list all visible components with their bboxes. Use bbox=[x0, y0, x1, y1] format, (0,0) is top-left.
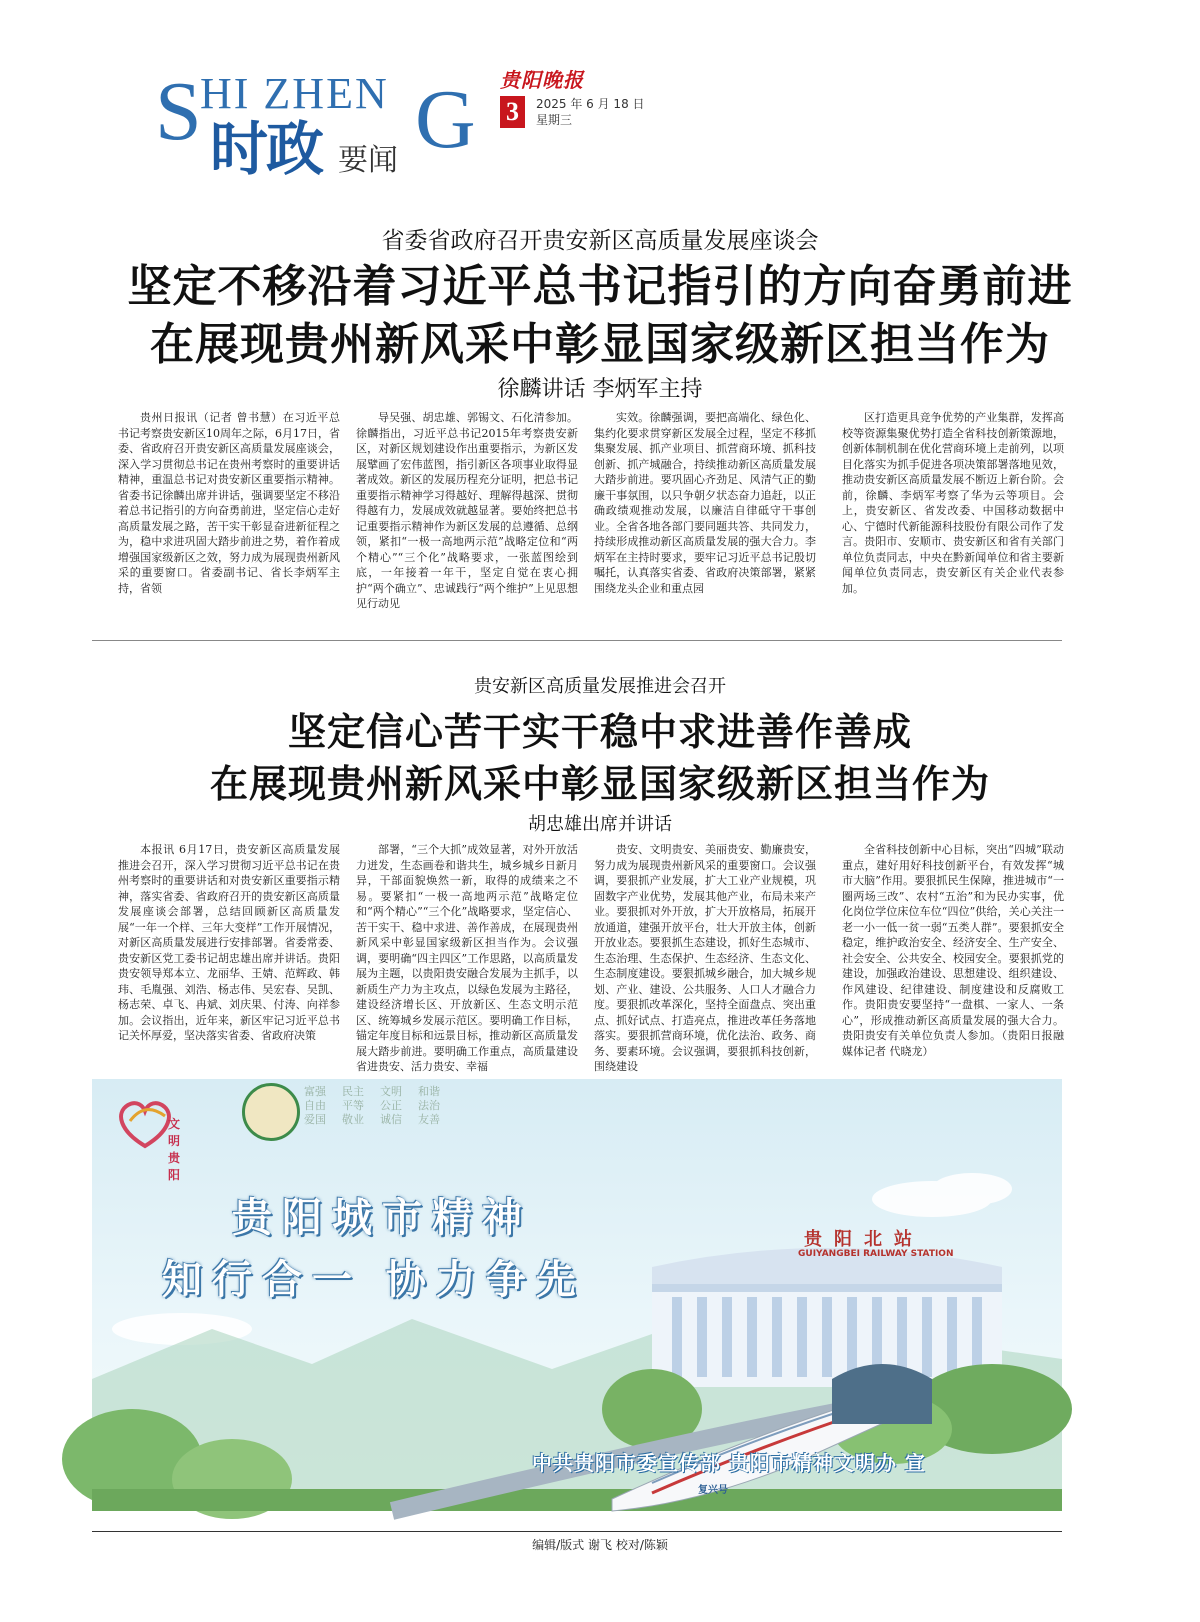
civic-advertisement bbox=[92, 1079, 1062, 1511]
story1-column-4 bbox=[842, 410, 1064, 620]
story1-byline: 徐麟讲话 李炳军主持 bbox=[497, 377, 703, 402]
story1-column-1 bbox=[118, 410, 340, 620]
story1-column-3 bbox=[594, 410, 816, 620]
value-word: 友善 bbox=[418, 1113, 440, 1126]
ad-sponsor-line: 中共贵阳市委宣传部 贵阳市精神文明办 宣 bbox=[532, 1451, 926, 1475]
story1-column-2 bbox=[356, 410, 578, 620]
value-word: 文明 bbox=[380, 1085, 402, 1098]
story2-column-2 bbox=[356, 842, 578, 1073]
date-text: 2025 年 6 月 18 日 bbox=[536, 97, 645, 111]
story1-col1-text: 贵州日报讯（记者 曾书慧）在习近平总书记考察贵安新区10周年之际，6月17日，省委、省政府召开贵安新区高质量发展座谈会，深入学习贯彻总书记在贵州考察时的重要讲话精神，重温总书记对贵安新区重要指示精神。省委书记徐麟出席并讲话，强调要坚定不移沿着总书记指引的方向奋勇前进，坚定信心走好高质量发展之路，苦干实干彰显奋进新征程之为，稳中求进巩固大踏步前进之势，着作着成增强国家级新区之效，努力成为展现贵州新风采的重要窗口。省委副书记、省长李炳军主持，省领 bbox=[118, 411, 340, 595]
story1-headline-line2: 在展现贵州新风采中彰显国家级新区担当作为 bbox=[150, 319, 1050, 370]
value-word: 和谐 bbox=[418, 1085, 440, 1098]
train-label: 复兴号 bbox=[698, 1485, 728, 1496]
logo-text: 文明贵阳 bbox=[168, 1117, 181, 1182]
value-word: 爱国 bbox=[304, 1113, 326, 1126]
value-word: 诚信 bbox=[380, 1113, 402, 1126]
story1-col2-text: 导吴强、胡忠雄、郭锡文、石化清参加。徐麟指出，习近平总书记2015年考察贵安新区，对新区规划建设作出重要指示，为新区发展擘画了宏伟蓝图，指引新区各项事业取得显著成效。新区的发展历程充分证明，把总书记重要指示精神学习得越好、理解得越深、贯彻得越有力，发展成效就越显著。要始终把总书记重要指示精神作为新区发展的总遵循、总纲领，紧扣“一极一高地两示范”战略定位和“两个精心”“三个化”战略要求，一张蓝图绘到底，一年接着一年干，坚定自觉在衷心拥护“两个确立”、忠诚践行“两个维护”上见思想见行动见 bbox=[356, 411, 578, 610]
story2-col3-text: 贵安、文明贵安、美丽贵安、勤廉贵安，努力成为展现贵州新风采的重要窗口。会议强调，要狠抓产业发展，扩大工业产业规模，巩固数字产业优势，发展其他产业，布局未来产业。要狠抓对外开放，扩大开放格局，拓展开放通道，建强开放平台，壮大开放主体，创新开放业态。要狠抓生态建设，抓好生态城市、生态治理、生态保护、生态经济、生态文化、生态制度建设。要狠抓城乡融合，加大城乡规划、产业、建设、公共服务、人口人才融合力度。要狠抓改革深化，坚持全面盘点、突出重点、抓好试点、打造亮点，推进改革任务落地落实。要狠抓营商环境，优化法治、政务、商务、要素环境。会议强调，要狠抓科技创新，围绕建设 bbox=[594, 843, 816, 1073]
story2-col4-text: 全省科技创新中心目标，突出“四城”联动重点，建好用好科技创新平台，有效发挥“城市大脑”作用。要狠抓民生保障，推进城市“一圈两场三改”、农村“五治”和为民办实事，优化岗位学位床位车位“四位”供给，关心关注一老一小一低一贫一弱“五类人群”。要狠抓安全稳定，维护政治安全、经济安全、生产安全、社会安全、公共安全、校园安全。要狠抓党的建设，加强政治建设、思想建设、组织建设、作风建设、纪律建设、制度建设和反腐败工作。贵阳贵安要坚持“一盘棋、一家人、一条心”，形成推动新区高质量发展的强大合力。贵阳贵安有关单位负责人参加。（贵阳日报融媒体记者 代晓龙） bbox=[842, 843, 1064, 1058]
value-word: 公正 bbox=[380, 1099, 402, 1112]
masthead-letter-g: G bbox=[415, 73, 476, 166]
story2-headline bbox=[0, 706, 1200, 810]
story2-col2-text: 部署，“三个大抓”成效显著，对外开放活力迸发，生态画卷和谐共生，城乡城乡日新月异，干部面貌焕然一新，取得的成绩来之不易。要紧扣“一极一高地两示范”战略定位和“两个精心”“三个化”战略要求，坚定信心、苦干实干、稳中求进、善作善成，在展现贵州新风采中彰显国家级新区担当作为。会议强调，要明确“四主四区”工作思路，以高质量发展为主题，以贵阳贵安融合发展为主抓手，以新质生产力为主攻点，以绿色发展为主路径，建设经济增长区、开放新区、生态文明示范区、统筹城乡发展示范区。要明确工作目标，锚定年度目标和远景目标，推动新区高质量发展大踏步前进。要明确工作重点，高质量建设省进贵安、活力贵安、幸福 bbox=[356, 843, 578, 1073]
wenming-logo bbox=[110, 1091, 190, 1182]
story2-headline-line2: 在展现贵州新风采中彰显国家级新区担当作为 bbox=[209, 762, 990, 806]
station-sign: 贵阳北站 bbox=[804, 1229, 924, 1250]
story2-column-4 bbox=[842, 842, 1064, 1062]
story-divider bbox=[92, 640, 1062, 641]
story2-byline: 胡忠雄出席并讲话 bbox=[528, 814, 672, 835]
editor-credits: 编辑/版式 谢飞 校对/陈颖 bbox=[532, 1538, 668, 1552]
story2-column-1 bbox=[118, 842, 340, 1062]
newspaper-logo: 贵阳晚报 bbox=[500, 68, 584, 92]
footer-rule bbox=[92, 1531, 1062, 1532]
section-subtitle: 要闻 bbox=[338, 143, 398, 178]
station-sign-english: GUIYANGBEI RAILWAY STATION bbox=[798, 1249, 954, 1259]
value-word: 民主 bbox=[342, 1085, 364, 1098]
publication-date bbox=[536, 96, 645, 128]
page-number-badge: 3 bbox=[500, 96, 525, 128]
value-word: 敬业 bbox=[342, 1113, 364, 1126]
masthead-latin-text: HI ZHEN bbox=[200, 69, 389, 118]
station-building bbox=[652, 1248, 1002, 1387]
emblem-icon bbox=[242, 1083, 300, 1141]
core-values-grid bbox=[304, 1085, 456, 1127]
masthead-letter-s: S bbox=[155, 65, 202, 158]
section-title: 时政 bbox=[210, 115, 323, 183]
slogan-line1: 贵阳城市精神 bbox=[232, 1195, 532, 1241]
tunnel-portal bbox=[832, 1364, 932, 1424]
story1-headline-line1: 坚定不移沿着习近平总书记指引的方向奋勇前进 bbox=[127, 261, 1073, 312]
story2-headline-line1: 坚定信心苦干实干稳中求进善作善成 bbox=[287, 710, 912, 754]
ad-slogan bbox=[162, 1187, 586, 1311]
slogan-line2: 知行合一 协力争先 bbox=[162, 1257, 586, 1303]
value-word: 法治 bbox=[418, 1099, 440, 1112]
value-word: 富强 bbox=[304, 1085, 326, 1098]
story1-kicker: 省委省政府召开贵安新区高质量发展座谈会 bbox=[381, 228, 819, 254]
weekday-text: 星期三 bbox=[536, 113, 573, 128]
story2-kicker: 贵安新区高质量发展推进会召开 bbox=[474, 676, 726, 697]
story1-col3-text: 实效。徐麟强调，要把高端化、绿色化、集约化要求贯穿新区发展全过程，坚定不移抓集聚发展、抓产业项目、抓营商环境、抓科技创新、抓产城融合，持续推动新区高质量发展大踏步前进。要巩固心齐劲足、风清气正的勤廉干事氛围，以只争朝夕状态奋力追赶，以正确政绩观推动发展，以廉洁自律砥守干事创业。全省各地各部门要同题共答、共同发力，持续形成推动新区高质量发展的强大合力。李炳军在主持时要求，要牢记习近平总书记殷切嘱托，认真落实省委、省政府决策部署，紧紧围绕龙头企业和重点园 bbox=[594, 411, 816, 595]
story1-col4-text: 区打造更具竞争优势的产业集群，发挥高校等资源集聚优势打造全省科技创新策源地，创新体制机制在优化营商环境上走前列，以项目化落实为抓手促进各项决策部署落地见效，推动贵安新区高质量发展不断迈上新台阶。会前，徐麟、李炳军考察了华为云等项目。会上，贵安新区、省发改委、中国移动数据中心、宁德时代新能源科技股份有限公司作了发言。贵阳市、安顺市、贵安新区和省有关部门单位负责同志，中央在黔新闻单位和省主要新闻单位负责同志，贵安新区有关企业代表参加。 bbox=[842, 411, 1064, 595]
value-word: 平等 bbox=[342, 1099, 364, 1112]
story1-headline bbox=[0, 258, 1200, 374]
value-word: 自由 bbox=[304, 1099, 326, 1112]
story2-column-3 bbox=[594, 842, 816, 1073]
story2-col1-text: 本报讯 6月17日，贵安新区高质量发展推进会召开，深入学习贯彻习近平总书记在贵州考察时的重要讲话和对贵安新区重要指示精神，落实省委、省政府召开的贵安新区高质量发展座谈会部署，总结回顾新区高质量发展“一年一个样、三年大变样”工作开展情况，对新区高质量发展进行安排部署。省委常委、贵安新区党工委书记胡忠雄出席并讲话。贵阳贵安领导郑本立、龙丽华、王婧、范辉政、韩玮、毛胤强、刘浩、杨志伟、吴宏春、吴凯、杨志荣、卓飞、冉斌、刘庆果、付涛、向祥参加。会议指出，近年来，新区牢记习近平总书记关怀厚爱，坚决落实省委、省政府决策 bbox=[118, 843, 340, 1042]
